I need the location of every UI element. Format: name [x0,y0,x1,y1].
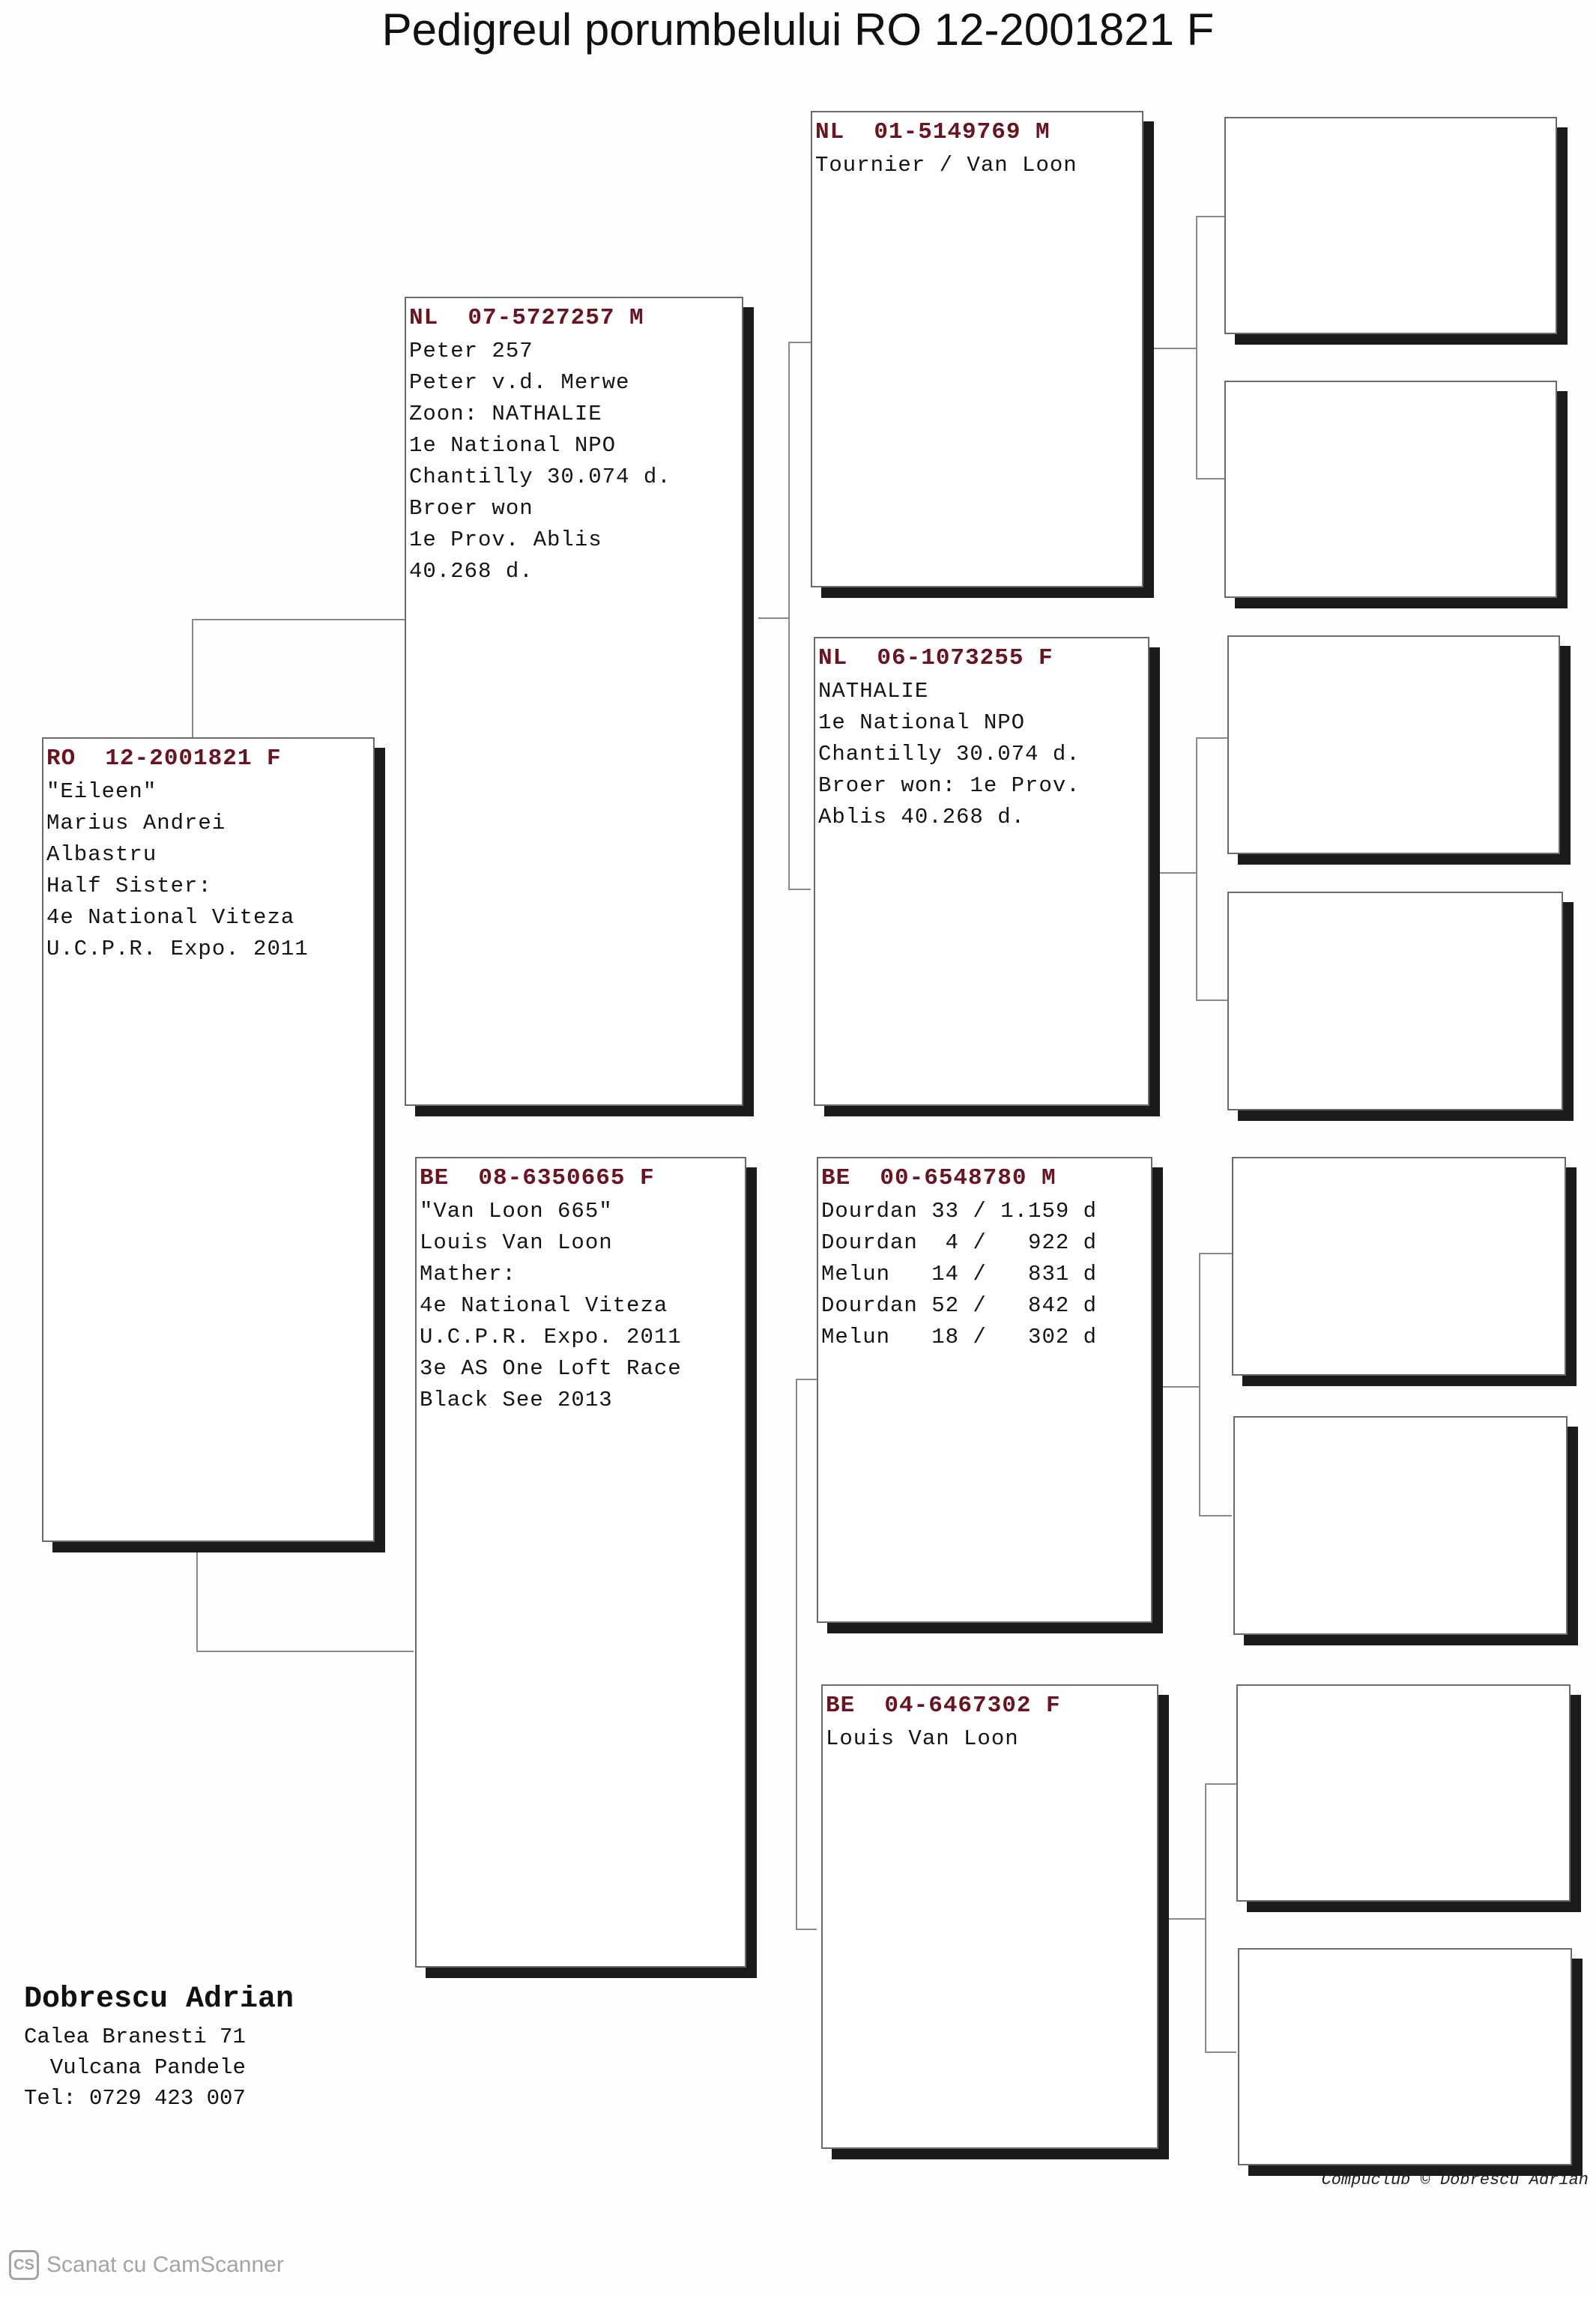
pedigree-line: Marius Andrei [46,811,226,835]
page-title: Pedigreul porumbelului RO 12-2001821 F [381,4,1215,55]
dam-sire-card [817,1157,1152,1623]
dam-dam-card [821,1684,1158,2149]
owner-address-city: Vulcana Pandele [24,2055,246,2080]
sire-card [405,297,743,1106]
pedigree-line: Chantilly 30.074 d. [818,742,1080,766]
connector-line [796,1379,797,1930]
pedigree-line: 4e National Viteza [46,905,295,930]
connector-line [1196,1000,1227,1001]
pedigree-line: Tournier / Van Loon [815,153,1077,178]
connector-line [1199,1253,1232,1254]
pedigree-line: U.C.P.R. Expo. 2011 [420,1325,682,1349]
connector-line [1199,1253,1200,1517]
connector-line [1196,478,1224,480]
pedigree-line: 4e National Viteza [420,1293,668,1318]
connector-line [1205,1783,1206,2053]
pedigree-line: 1e National NPO [818,710,1026,735]
pedigree-line: Ablis 40.268 d. [818,805,1026,829]
ring-number: NL 01-5149769 M [815,119,1051,145]
pedigree-line: Black See 2013 [420,1388,613,1412]
ring-number: RO 12-2001821 F [46,746,282,772]
pedigree-line: Melun 14 / 831 d [821,1262,1098,1286]
pedigree-line: 1e Prov. Ablis [409,527,602,552]
pedigree-line: Dourdan 4 / 922 d [821,1230,1098,1255]
pedigree-line: Broer won [409,496,533,521]
pedigree-line: U.C.P.R. Expo. 2011 [46,937,309,961]
connector-line [788,342,811,343]
scanner-watermark [9,2248,284,2282]
owner-name: Dobrescu Adrian [24,1983,294,2016]
ring-number: BE 04-6467302 F [826,1693,1061,1719]
pedigree-line: 3e AS One Loft Race [420,1356,682,1381]
empty-ancestor-card [1236,1684,1571,1902]
empty-ancestor-card [1224,381,1557,598]
software-credit: Compuclub © Dobrescu Adrian [1321,2171,1589,2189]
dam-card [415,1157,746,1968]
pedigree-line: Mather: [420,1262,516,1286]
pedigree-line: 1e National NPO [409,433,617,458]
connector-line [1196,216,1197,480]
pedigree-line: Melun 18 / 302 d [821,1325,1098,1349]
empty-ancestor-card [1238,1948,1572,2165]
empty-ancestor-card [1227,635,1560,854]
empty-ancestor-card [1227,892,1563,1110]
ring-number: NL 06-1073255 F [818,645,1054,671]
pedigree-line: Half Sister: [46,874,212,898]
connector-line [1205,1783,1236,1785]
pedigree-line: Chantilly 30.074 d. [409,465,671,489]
pedigree-line: "Van Loon 665" [420,1199,613,1224]
empty-ancestor-card [1224,117,1557,334]
connector-line [788,889,811,890]
pedigree-line: 40.268 d. [409,559,533,584]
connector-line [796,1379,817,1380]
scanner-label: Scanat cu CamScanner [46,2252,284,2277]
connector-line [196,1551,198,1652]
ring-number: NL 07-5727257 M [409,305,644,331]
pedigree-line: Peter 257 [409,339,533,363]
connector-line [1161,1918,1206,1920]
pedigree-line: "Eileen" [46,779,157,804]
connector-line [192,619,409,620]
connector-line [1196,737,1227,739]
connector-line [1149,872,1196,874]
pedigree-line: Dourdan 33 / 1.159 d [821,1199,1098,1224]
empty-ancestor-card [1232,1157,1566,1376]
subject-pigeon-card [42,737,375,1542]
ring-number: BE 00-6548780 M [821,1165,1057,1191]
connector-line [192,619,193,739]
pedigree-line: NATHALIE [818,679,929,704]
owner-info [24,1978,294,2114]
ring-number: BE 08-6350665 F [420,1165,655,1191]
connector-line [196,1651,414,1652]
sire-dam-card [814,637,1149,1106]
connector-line [1146,348,1196,349]
pedigree-line: Louis Van Loon [826,1726,1019,1751]
connector-line [1196,216,1224,217]
connector-line [796,1929,817,1930]
pedigree-line: Zoon: NATHALIE [409,402,602,426]
connector-line [1199,1515,1232,1517]
pedigree-line: Broer won: 1e Prov. [818,773,1080,798]
pedigree-line: Louis Van Loon [420,1230,613,1255]
camscanner-logo-icon: CS [9,2250,39,2280]
empty-ancestor-card [1233,1416,1568,1635]
connector-line [1205,2051,1236,2053]
connector-line [788,342,790,890]
owner-phone: Tel: 0729 423 007 [24,2086,246,2111]
connector-line [1154,1386,1200,1388]
pedigree-line: Peter v.d. Merwe [409,370,630,395]
sire-sire-card [811,111,1143,587]
pedigree-line: Albastru [46,842,157,867]
connector-line [758,617,790,619]
connector-line [1196,737,1197,1001]
owner-address-street: Calea Branesti 71 [24,2025,246,2049]
pedigree-line: Dourdan 52 / 842 d [821,1293,1098,1318]
